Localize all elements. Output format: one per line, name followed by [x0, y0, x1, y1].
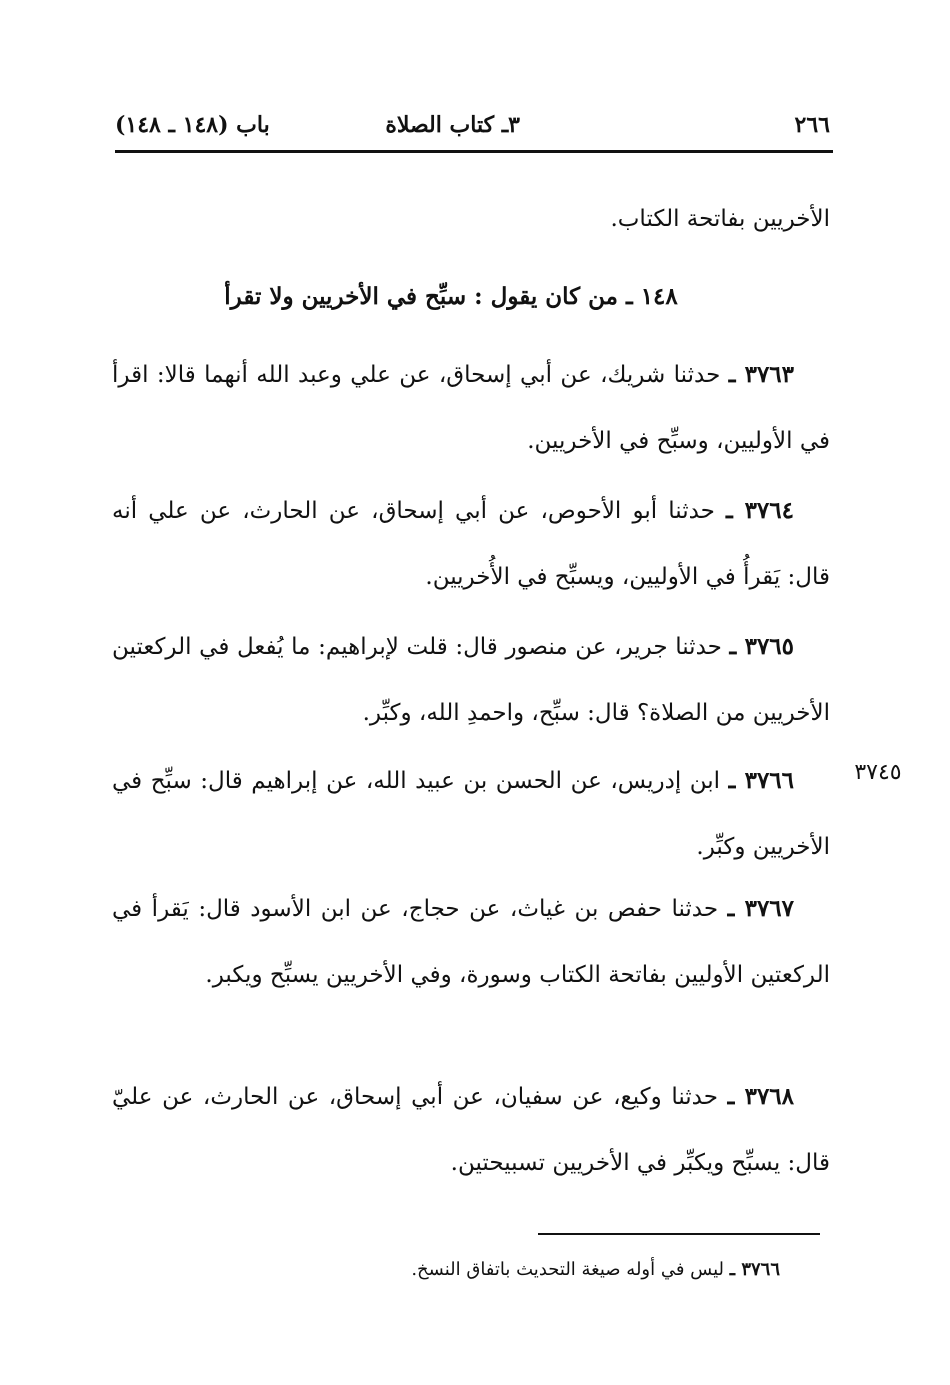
- hadith-number: ٣٧٦٨ ـ: [727, 1083, 795, 1110]
- continuation-text: [112, 188, 830, 250]
- hadith-entry: [112, 342, 830, 474]
- continuation-paragraph: الأخريين بفاتحة الكتاب.: [610, 206, 830, 232]
- hadith-number: ٣٧٦٦ ـ: [728, 767, 795, 794]
- hadith-number: ٣٧٦٥ ـ: [729, 633, 795, 660]
- footnote-number: ٣٧٦٦ ـ: [729, 1259, 780, 1280]
- chapter-heading: ١٤٨ ـ من كان يقول : سبِّح في الأخريين ولا تقرأ: [224, 283, 678, 310]
- hadith-entry: [112, 876, 830, 1008]
- book-title: ٣ـ كتاب الصلاة: [385, 112, 520, 138]
- footnote-text: ليس في أوله صيغة التحديث باتفاق النسخ.: [411, 1259, 725, 1280]
- hadith-entry: [112, 614, 830, 746]
- hadith-text: حدثنا شريك، عن أبي إسحاق، عن علي وعبد الله أنهما قالا: اقرأ في الأوليين، وسبِّح في الأخريين.: [112, 362, 830, 454]
- page-number: ٢٦٦: [794, 112, 830, 138]
- footnote: [300, 1255, 780, 1285]
- hadith-number: ٣٧٦٤ ـ: [726, 497, 794, 524]
- chapter-range: باب (١٤٨ ـ ١٤٨): [115, 112, 270, 138]
- hadith-text: حدثنا حفص بن غياث، عن حجاج، عن ابن الأسود قال: يَقرأ في الركعتين الأوليين بفاتحة الكتاب وسورة، وفي الأخريين يسبِّح ويكبر.: [112, 896, 830, 988]
- hadith-number: ٣٧٦٣ ـ: [728, 361, 795, 388]
- hadith-entry: [112, 478, 830, 610]
- hadith-text: حدثنا أبو الأحوص، عن أبي إسحاق، عن الحارث، عن علي أنه قال: يَقرأُ في الأوليين، ويسبِّح في الأُخريين.: [112, 498, 830, 590]
- hadith-number: ٣٧٦٧ ـ: [727, 895, 795, 922]
- hadith-text: حدثنا جرير، عن منصور قال: قلت لإبراهيم: ما يُفعل في الركعتين الأخريين من الصلاة؟ قال: سبِّح، واحمدِ الله، وكبِّر.: [112, 634, 830, 726]
- hadith-entry: [112, 1064, 830, 1196]
- hadith-entry: [112, 748, 830, 880]
- footnote-divider: [538, 1233, 820, 1235]
- page-header: [115, 108, 830, 148]
- header-divider: [115, 150, 833, 153]
- margin-reference-number: ٣٧٤٥: [854, 760, 902, 785]
- hadith-text: ابن إدريس، عن الحسن بن عبيد الله، عن إبراهيم قال: سبِّح في الأخريين وكبِّر.: [112, 768, 830, 860]
- hadith-text: حدثنا وكيع، عن سفيان، عن أبي إسحاق، عن الحارث، عن عليّ قال: يسبِّح ويكبِّر في الأخريين تسبيحتين.: [112, 1084, 830, 1176]
